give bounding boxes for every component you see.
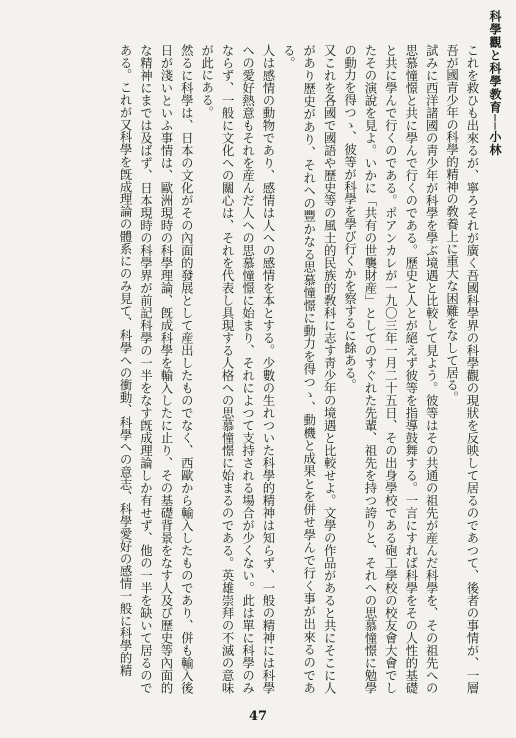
paragraph: これを救ひも出來るが、寧ろそれが廣く吾國科學界の科學觀の現狀を反映して居るのであつて、後者の事情が、一層吾が國青少年の科學的精神の敎養上に重大な困難をなして居る。	[444, 44, 480, 694]
body-text	[14, 44, 482, 694]
paragraph: 又これを各國で國語や歷史等の風土的民族的敎科に志す靑少年の境遇と比較せよ。文學の作品があると共にそこに人があり歷史があり、それへの豐かなる思慕憧憬に動力を得つゝ、動機と成果とを併せ學んで行く事が出來るのである。	[281, 44, 338, 694]
paragraph: 然るに科學は、日本の文化がその內面的發展として産出したものでなく、西歐から輸入したものであり、併も輸入後日が淺いといふ事情は、歐洲現時の科學理論、旣成科學を輸入したに止り、その基礎背景をなす人及び歷史等內面的な精神にまでは及ばず、日本現時の科學界が前記科學の一半をなす旣成理論しか有せず、他の一半を缺いて居るのである。これが又科學を旣成理論の體系にのみ見て、科學への衝動、科學への意志、科學愛好の感情一般に科學的精	[118, 44, 195, 694]
page-number: 47	[248, 709, 268, 724]
running-header: 科學觀と科學教育──小林	[488, 10, 502, 157]
paragraph: 試みに西洋諸國の靑少年が科學を學ぶ境遇と比較して見よう。彼等はその共通の祖先が産んだ科學を、その祖先への思慕憧憬と共に學んで行くのである。歷史と人とが絕えず彼等を指導鼓舞する。一言にすれば科學をその人性的基礎と共に學んで行くのである。ポアンカレが一九〇三年一月二十五日、その出身學校である砲工學校の校友會大會でしたその演說を見よ。いかに「共有の世襲財産」としてのすぐれた先輩、祖先を持つ誇りと、それへの思慕憧憬に勉學の動力を得つゝ、彼等が科學を學び行くかを察するに餘ある。	[342, 44, 440, 694]
paragraph: 人は感情の動物であり、感情は人への感情を本とする。少數の生れついた科學的精神は知らず、一般の精神には科學への愛好熱意もそれを産んだ人への思慕憧憬に始まり、それによつて支持される場合が少くない。此は單に科學のみならず、一般に文化への關心は、それを代表し具現する人格への思慕憧憬に始まるのである。英雄崇拜の不滅の意味が此にある。	[199, 44, 276, 694]
